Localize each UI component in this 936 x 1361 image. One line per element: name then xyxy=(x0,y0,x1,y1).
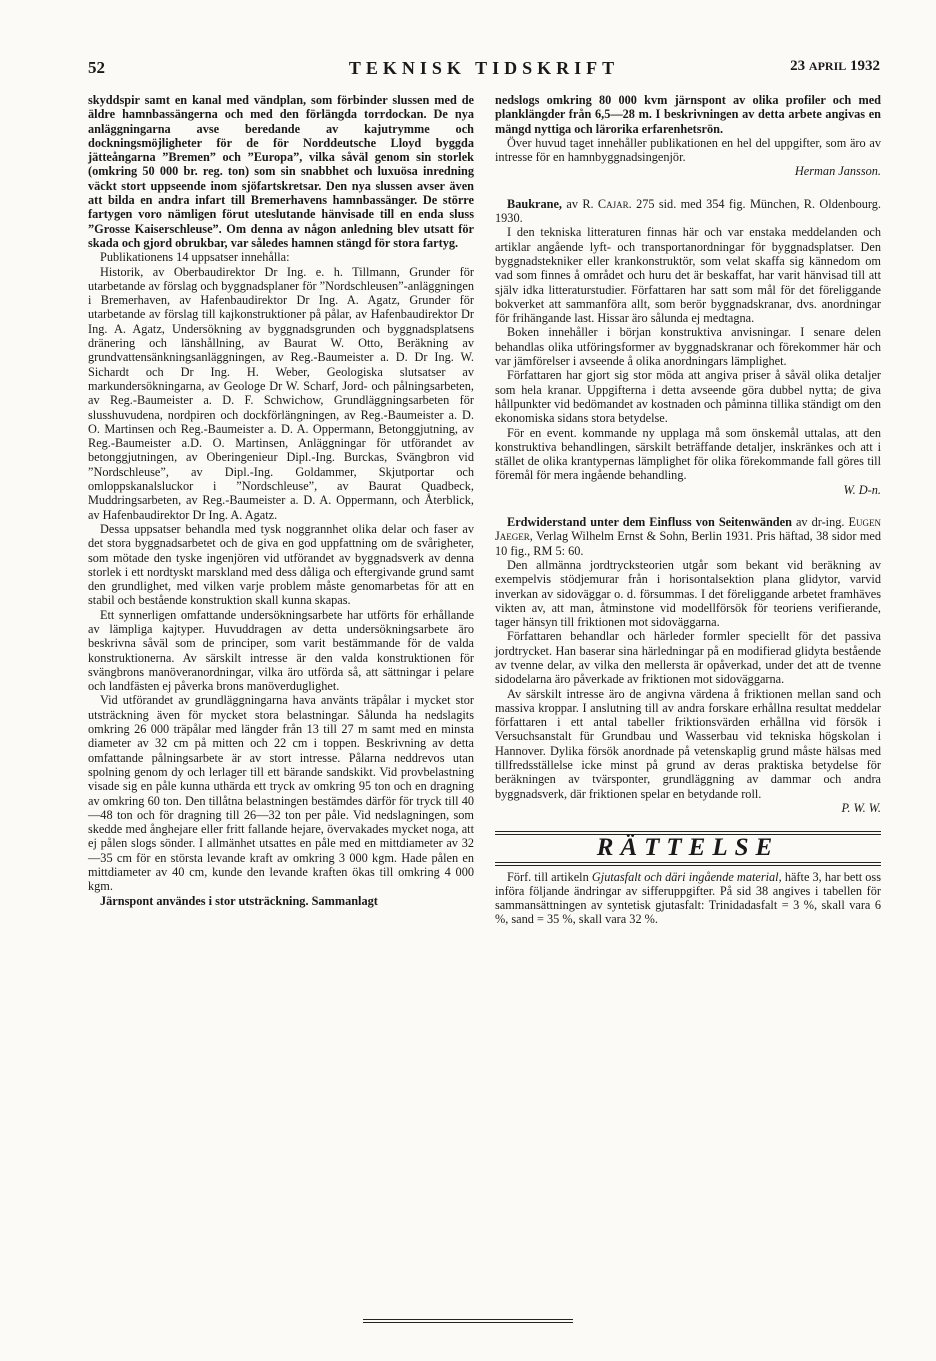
date-month: APRIL xyxy=(808,59,847,73)
reviewer-signature: W. D-n. xyxy=(843,482,881,497)
paragraph: Järnspont användes i stor utsträckning. Sammanlagt xyxy=(100,893,378,908)
review-baukrane xyxy=(495,197,881,497)
reviewer-signature: P. W. W. xyxy=(841,800,881,815)
reviewer-signature: Herman Jansson. xyxy=(794,164,881,179)
rattelse-intro: Förf. till artikeln xyxy=(507,869,589,884)
rattelse-section xyxy=(495,831,881,926)
double-rule xyxy=(495,862,881,866)
book-author: R. Cajar. xyxy=(582,196,632,211)
paragraph xyxy=(88,93,474,250)
book-author: Eugen Jaeger, xyxy=(495,515,881,544)
paragraph: Boken innehåller i början konstruktiva anvisningar. I senare delen behandlas olika utföringsformer av byggnadskranar och förekommer här och var jämförelser i avseende å olika anordningars lämplighet. xyxy=(495,325,881,369)
date-year: 1932 xyxy=(850,58,880,74)
paragraph: Författaren behandlar och härleder formler speciellt för det passiva jordtrycket. Han baserar sina härledningar på en modifierad glidyta bestående av tvenne delar, av vilka den mellersta är opåverkad, under det att de tvenne sidodelarna äro påverkade av friktionen mot sidoväggarna. xyxy=(495,629,881,687)
left-column xyxy=(88,93,474,908)
paragraph: Den allmänna jordtrycksteorien utgår som bekant vid beräkning av exempelvis stödjemurar från i horisontalsektion plana glidytor, varvid inverkan av sidoväggar o. d. försummas. I det föreliggande arbetet framhäves vikten av, att man, åtminstone vid modellförsök för teoriens verifierande, tager hänsyn till friktionen mot sidoväggarna. xyxy=(495,557,881,630)
book-title: Baukrane, xyxy=(507,196,563,211)
paragraph: Publikationens 14 uppsatser innehålla: xyxy=(100,250,290,265)
page-header xyxy=(88,58,880,84)
paragraph: Ett synnerligen omfattande undersökningsarbete har utförts för erhållande av lämpliga kajtyper. Huvuddragen av detta undersökningsarbete äro beskrivna såväl som de principer, som varit bestämmande för de valda konstruktionerna. Av särskilt intresse är den valda konstruktionen för svängbrons manöveranordningar, vilka äro utförda så, att sättningar i pelare och landfästen ej påverka brons manöverduglighet. xyxy=(88,607,474,694)
paragraph: Historik, av Oberbaudirektor Dr Ing. e. h. Tillmann, Grunder för utarbetande av förslag och byggnadsplaner för ”Nordschleusen”-anläggningen i Bremerhaven, av Hafenbaudirektor Dr Ing. A. Agatz, Grunder för utarbetande av förslag till kajkonstruktioner på pålar, av Hafenbaudirektor Dr Ing. A. Agatz, Undersökning av byggnadsgrunden och byggnadsplatsens dränering och länshållning, av Baurat W. Otto, Beräkning av grundvattensänkningsanläggningen, av Reg.-Baumeister a. D. Dr Ing. W. Sichardt och Dr Ing. H. Weber, Geologiska slutsatser av markundersökningarna, av Geologe Dr W. Scharf, Jord- och pålningsarbeten, av Reg.-Baumeister a. D. F. Schwichow, Grundläggningsarbeten för slusshuvudena, nordpiren och dockförlängningen, av Reg.-Baumeister a. D. O. Martinsen och Reg.-Baumeister a. D. A. Oppermann, Betonggjutning, av Reg.-Baumeister a.D. O. Martinsen, Anläggningar för utförandet av betonggjutningen, av Oberingenieur Dipl.-Ing. Burckas, Svängbron vid ”Nordschleuse”, av Dipl.-Ing. Goldammer, Skjutportar och omloppskanalsluckor i ”Nordschleuse”, av Baurat Quadbeck, Muddringsarbeten, av Reg.-Baumeister a. D. A. Oppermann, och Återblick, av Hafenbaudirektor Dr Ing. A. Agatz. xyxy=(88,264,474,522)
rattelse-text xyxy=(495,870,881,927)
page-number: 52 xyxy=(88,58,105,77)
paragraph: I den tekniska litteraturen finnas här och var enstaka meddelanden och artiklar angående lyft- och transportanordningar för byggnadsplatser. Den byggnadstekniker eller krankonstruktör, som velat skaffa sig kännedom om vad som finnes å området och huru det är beskaffat, har varit hänvisad till att själv idka litteraturstudier. Författaren har satt som mål för det föreliggande bokverket att sammanföra allt, som berör byggnadskranar, dvs. anordningar för frihängande last. Hissar äro sålunda ej medtagna. xyxy=(495,225,881,326)
rattelse-body: häfte 3, har bett oss införa följande ändringar av sifferuppgifter. På sid 38 angives i tabellen för sammansättningen av syntetisk gjutasfalt: Trinidadasfalt = 3 %, skall vara 6 %, sand = 35 %, skall vara 32 %. xyxy=(495,869,882,927)
byline: av dr-ing. xyxy=(795,515,845,530)
book-meta: 275 sid. med 354 fig. München, R. Oldenbourg. 1930. xyxy=(495,196,882,226)
byline: av xyxy=(566,196,578,211)
review-heading xyxy=(495,197,881,226)
issue-date xyxy=(790,58,880,75)
paragraph: Dessa uppsatser behandla med tysk noggrannhet olika delar och faser av det stora byggnadsarbetet och de giva en god uppfattning om de svårigheter, som mötade den tyske ingenjören vid utförandet av byggnadsverk av denna storlek i ett nordtyskt marskland med dess dåliga och eftergivande grund samt den grundlighet, med vilken varje problem måste genomarbetas för att en stabil och bestående konstruktion skall kunna skapas. xyxy=(88,521,474,608)
right-column xyxy=(495,93,881,927)
paragraph: Av särskilt intresse äro de angivna värdena å friktionen mellan sand och massiva kroppar. I anslutning till av andra forskare erhållna resultat meddelar författaren i ett antal tabeller friktionsvärden erhållna vid försök i Versuchsanstalt für Grundbau und Wasserbau vid tekniska högskolan i Hannover. Dylika försök anordnade på vetenskaplig grund måste hälsas med tillfredsställelse icke minst på grund av deras praktiska betydelse för beräkningen av tvärsponter, grundläggning av dammar och andra byggnadsverk, där friktionen spelar en betydande roll. xyxy=(495,686,881,801)
journal-title: TEKNISK TIDSKRIFT xyxy=(348,58,620,78)
paragraph: Författaren har gjort sig stor möda att angiva priser å såväl olika detaljer som hela kranar. Uppgifterna i detta avseende göra dubbel nytta; de giva hållpunkter vid bedömandet av kostnaden och påminna tillika ständigt om den ekonomiska sidans stora betydelse. xyxy=(495,368,881,426)
paragraph: Vid utförandet av grundläggningarna hava använts träpålar i mycket stor utsträckning även för mycket stora belastningar. Sålunda ha nedslagits omkring 26 000 träpålar med längder från 13 till 27 m samt med en minsta diameter av 32 cm på mitten och 22 cm i toppen. Beskrivning av detta omfattande pålningsarbete är av stort intresse. Pålarna neddrevos utan spolning genom dy och lerlager till ett bärande sandskikt. Vid provbelastning visade sig en påle kunna uthärda ett tryck av omkring 95 ton och en dragning av omkring 60 ton. Den tillåtna belastningen bestämdes därför för tryck till 40—48 ton och för dragning till 26—32 ton per påle. Vid nedslagningen, som skedde med ånghejare eller fritt fallande hejare, övervakades mycket noga, att ej pålen slogs sönder. I allmänhet utsattes en påle med en mittdiameter av 32—35 cm för en största levande kraft av omkring 3 000 kgm. Hade pålen en mittdiameter av 40 cm, kunde den levande kraften ökas till omkring 4 000 kgm. xyxy=(88,693,474,894)
review-heading xyxy=(495,515,881,558)
rattelse-title: RÄTTELSE xyxy=(596,834,780,862)
footer-double-rule xyxy=(363,1319,573,1323)
book-title: Erdwiderstand unter dem Einfluss von Seitenwänden xyxy=(507,515,792,530)
paragraph: För en event. kommande ny upplaga må som önskemål uttalas, att den konstruktiva behandlingen, särskilt beträffande detaljer, inskränkes och att i stället de olika krantypernas lämplighet för olika förekommande fall göres till föremål för mera ingående behandling. xyxy=(495,425,881,483)
bold-lead-text: skyddspir samt en kanal med vändplan, som förbinder slussen med de äldre hamnbassängerna och med den förlängda torrdockan. De nya anläggningarna avse beredande av kajutrymme och dockningsmöjligheter för de för Norddeutsche Lloyd byggda jätteångarna ”Bremen” och ”Europa”, vilka såväl genom sin storlek (omkring 50 000 br. reg. ton) som sin snabbhet och luxuösa inredning väckt stort uppseende inom sjöfartskretsar. Den nya slussen avser även att bilda en andra infart till Bremerhavens hamnbassänger. De större fartygen voro nämligen förut uteslutande hänvisade till en enda sluss ”Grosse Kaiserschleuse”. Om denna av någon anledning blev utsatt för skada och gjord obrukbar, var således hamnen stängd för stora fartyg. xyxy=(88,93,474,250)
paragraph: Över huvud taget innehåller publikationen en hel del uppgifter, som äro av intresse för en hamnbyggnadsingenjör. xyxy=(495,135,881,165)
book-meta: Verlag Wilhelm Ernst & Sohn, Berlin 1931. Pris häftad, 38 sidor med 10 fig., RM 5: 60. xyxy=(495,529,881,558)
review-erdwiderstand xyxy=(495,515,881,815)
article-title: Gjutasfalt och däri ingående material, xyxy=(591,869,782,884)
date-day: 23 xyxy=(790,58,806,74)
paragraph: nedslogs omkring 80 000 kvm järnspont av olika profiler och med planklängder från 6,5—28 m. I beskrivningen av detta arbete angivas en mängd nyttiga och lärorika erfarenhetsrön. xyxy=(495,93,881,136)
